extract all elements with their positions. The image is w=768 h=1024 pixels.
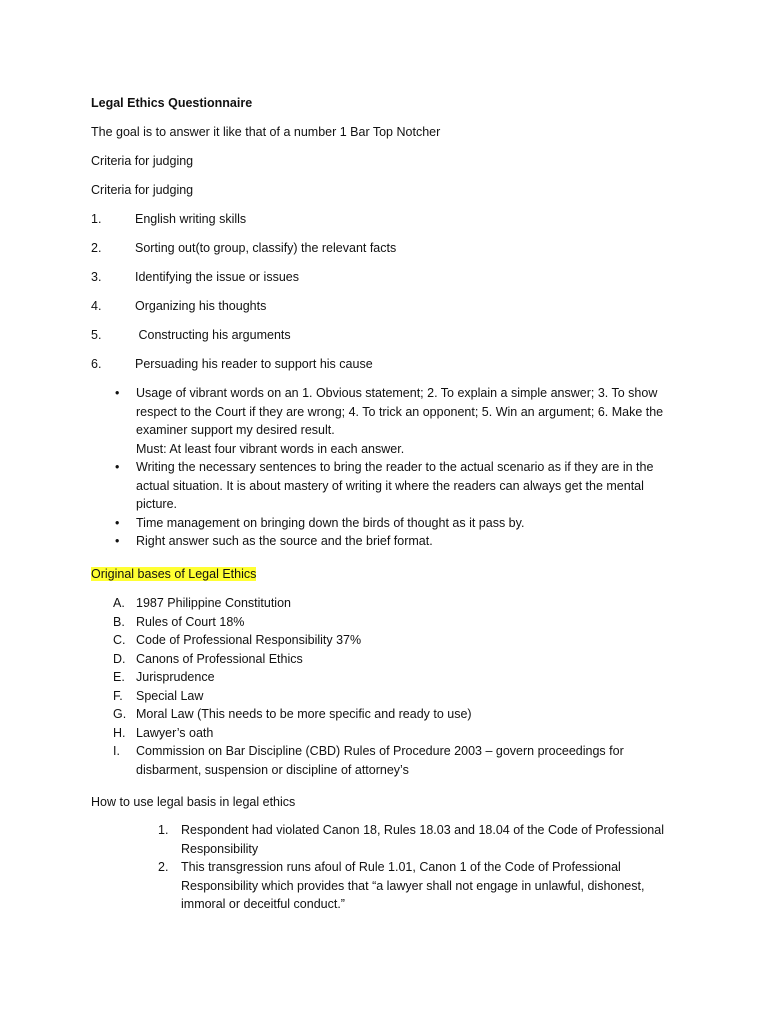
bullet-icon: •	[115, 515, 120, 530]
bullet-line: examiner support my desired result.	[136, 423, 335, 437]
how-to-item	[136, 858, 696, 914]
bullet-item	[91, 458, 691, 514]
how-to-line: immoral or deceitful conduct.”	[181, 897, 345, 911]
numbered-item	[91, 326, 291, 345]
goal-paragraph: The goal is to answer it like that of a number 1 Bar Top Notcher	[91, 125, 441, 139]
numbered-item	[91, 239, 396, 258]
bullet-line: respect to the Court if they are wrong; 4. To trick an opponent; 5. Win an argument; 6. Make the	[136, 404, 664, 419]
bases-letter: D.	[113, 651, 126, 666]
item-text: Identifying the issue or issues	[135, 270, 299, 284]
bullet-line: picture.	[136, 497, 177, 511]
bullet-item	[91, 514, 691, 533]
bases-item	[91, 687, 691, 706]
criteria-heading: Criteria for judging	[91, 154, 194, 168]
bullet-line: Right answer such as the source and the brief format.	[136, 534, 433, 548]
item-text: Sorting out(to group, classify) the relevant facts	[135, 241, 397, 255]
bases-letter: C.	[113, 633, 126, 647]
bases-item	[91, 668, 691, 687]
item-number: 4.	[91, 299, 102, 313]
bases-letter: B.	[113, 614, 125, 629]
bases-letter: I.	[113, 744, 120, 758]
bullet-line: Must: At least four vibrant words in each answer.	[136, 441, 405, 456]
bases-letter: H.	[113, 725, 126, 740]
criteria-heading-repeat: Criteria for judging	[91, 183, 194, 197]
item-number: 2.	[91, 241, 102, 255]
numbered-item	[91, 268, 299, 287]
bullet-line: actual situation. It is about mastery of writing it where the readers can always get the mental	[136, 478, 644, 493]
item-number: 6.	[91, 357, 102, 371]
how-to-list	[136, 821, 696, 914]
item-number: 5.	[91, 328, 102, 342]
bases-line: Lawyer’s oath	[136, 725, 214, 740]
bases-line: Special Law	[136, 688, 204, 703]
how-to-number: 2.	[158, 860, 169, 874]
bases-list	[91, 594, 691, 779]
bullet-list	[91, 384, 691, 551]
bases-line: 1987 Philippine Constitution	[136, 596, 291, 610]
bases-item	[91, 650, 691, 669]
highlighted-heading	[91, 565, 256, 584]
numbered-item	[91, 210, 246, 229]
bases-item	[91, 742, 691, 779]
bases-letter: A.	[113, 596, 125, 610]
bases-letter: F.	[113, 688, 123, 703]
bases-line: Rules of Court 18%	[136, 614, 245, 629]
how-to-number: 1.	[158, 823, 169, 837]
bases-line: Moral Law (This needs to be more specific and ready to use)	[136, 707, 472, 721]
item-text: Organizing his thoughts	[135, 299, 267, 313]
bases-item	[91, 631, 691, 650]
how-to-heading: How to use legal basis in legal ethics	[91, 795, 296, 809]
bullet-item	[91, 384, 691, 458]
how-to-line: Respondent had violated Canon 18, Rules 18.03 and 18.04 of the Code of Professional	[181, 823, 664, 837]
how-to-line: This transgression runs afoul of Rule 1.01, Canon 1 of the Code of Professional	[181, 860, 621, 874]
bullet-line: Writing the necessary sentences to bring the reader to the actual scenario as if they are in the	[136, 460, 654, 474]
numbered-item	[91, 355, 373, 374]
how-to-line: Responsibility which provides that “a lawyer shall not engage in unlawful, dishonest,	[181, 878, 645, 893]
item-text: Persuading his reader to support his cause	[135, 357, 373, 371]
item-text: Constructing his arguments	[135, 328, 291, 342]
bases-letter: E.	[113, 670, 125, 684]
bases-line: Commission on Bar Discipline (CBD) Rules of Procedure 2003 – govern proceedings for	[136, 744, 624, 758]
bases-line: Code of Professional Responsibility 37%	[136, 633, 362, 647]
bullet-icon: •	[115, 386, 120, 400]
bases-letter: G.	[113, 707, 127, 721]
how-to-line: Responsibility	[181, 841, 259, 856]
how-to-item	[136, 821, 696, 858]
item-text: English writing skills	[135, 212, 247, 226]
item-number: 1.	[91, 212, 102, 226]
highlighted-heading-text: Original bases of Legal Ethics	[91, 567, 257, 581]
bases-line: Canons of Professional Ethics	[136, 651, 303, 666]
bases-item	[91, 594, 691, 613]
bullet-line: Usage of vibrant words on an 1. Obvious statement; 2. To explain a simple answer; 3. To show	[136, 386, 658, 400]
bullet-item	[91, 532, 691, 551]
bases-item	[91, 613, 691, 632]
item-number: 3.	[91, 270, 102, 284]
bases-item	[91, 724, 691, 743]
bases-line: disbarment, suspension or discipline of attorney’s	[136, 762, 409, 777]
bullet-icon: •	[115, 534, 120, 548]
numbered-item	[91, 297, 266, 316]
bases-item	[91, 705, 691, 724]
bullet-line: Time management on bringing down the birds of thought as it pass by.	[136, 515, 525, 530]
bullet-icon: •	[115, 460, 120, 474]
document-title: Legal Ethics Questionnaire	[91, 96, 253, 110]
bases-line: Jurisprudence	[136, 670, 215, 684]
